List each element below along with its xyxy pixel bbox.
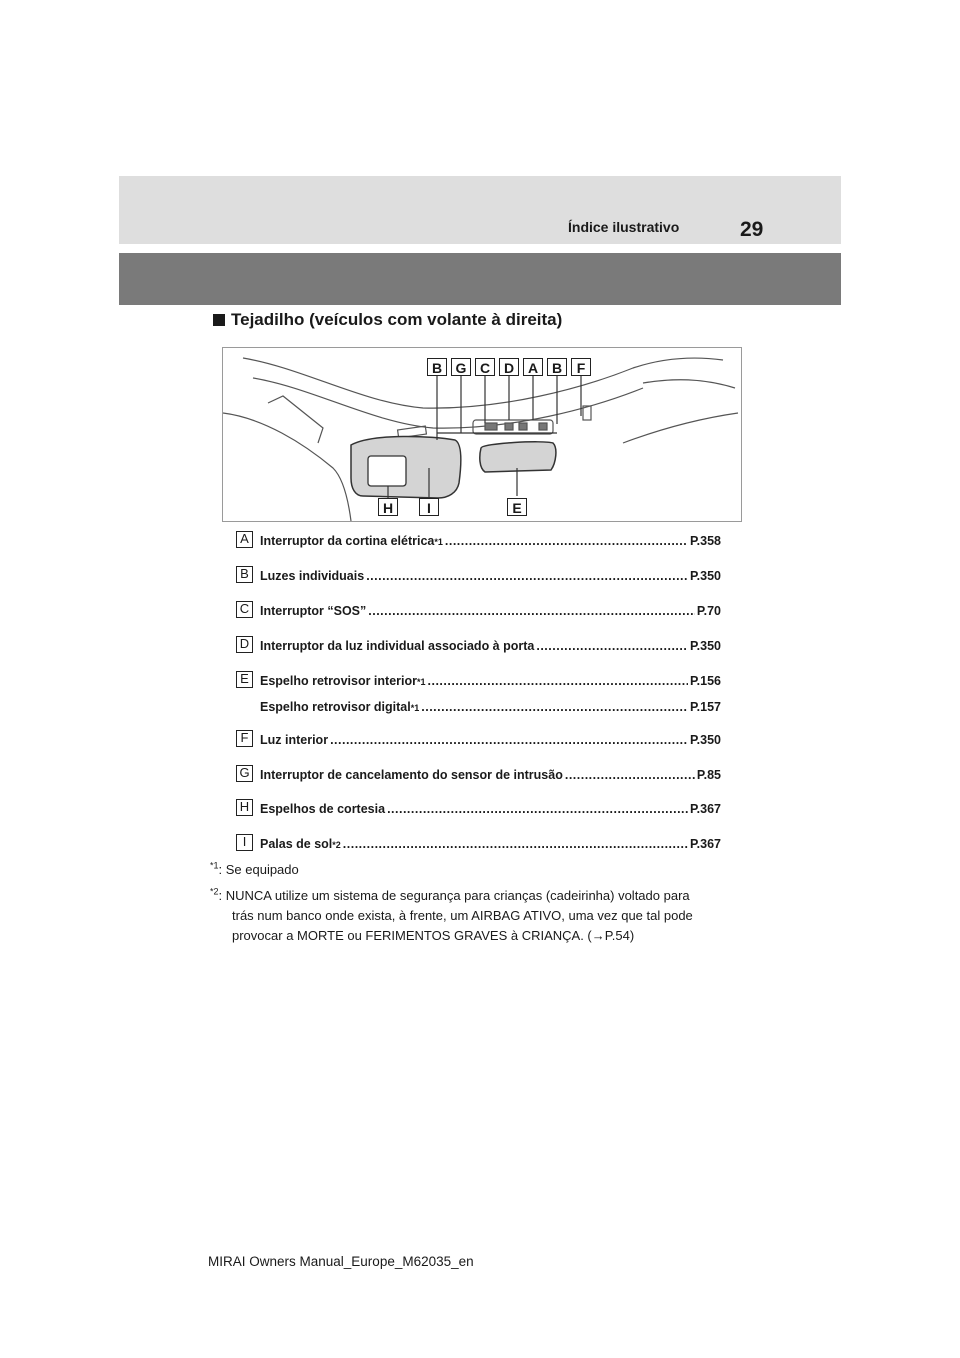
legend-item xyxy=(236,765,721,785)
legend-page-ref: P.85 xyxy=(696,768,721,782)
legend-letter: H xyxy=(236,799,253,816)
legend-item: E Espelho retrovisor interior *1 ..... P.156 xyxy=(236,671,721,691)
square-bullet-icon xyxy=(213,314,225,326)
legend-item xyxy=(236,601,721,621)
legend-label: Interruptor de cancelamento do sensor de intrusão xyxy=(260,768,563,782)
legend-item xyxy=(236,636,721,656)
legend-label: Luzes individuais xyxy=(260,569,365,583)
footnote-2-mark: *2 xyxy=(210,886,219,897)
legend-letter: B xyxy=(236,566,253,583)
footnote-2-line-3: provocar a MORTE ou FERIMENTOS GRAVES à CRIANÇA. (→P.54) xyxy=(232,928,635,943)
legend-page-ref: P.367 xyxy=(689,837,721,851)
legend-page-ref: P.358 xyxy=(689,534,721,548)
chapter-band xyxy=(119,253,841,305)
heading-text: Tejadilho (veículos com volante à direita) xyxy=(231,310,563,329)
header-band xyxy=(119,176,841,244)
legend-item xyxy=(236,730,721,750)
legend-label: Interruptor da luz individual associado à porta xyxy=(260,639,535,653)
legend-label: Espelhos de cortesia xyxy=(260,802,386,816)
legend-page-ref: P.156 xyxy=(689,674,721,688)
callout-h: H xyxy=(378,498,398,516)
legend-letter: A xyxy=(236,531,253,548)
section-title: Índice ilustrativo xyxy=(568,219,680,235)
callout-g: G xyxy=(451,358,471,376)
legend-item xyxy=(236,799,721,819)
legend-item: A Interruptor da cortina elétrica *1 ..... P.358 xyxy=(236,531,721,551)
legend-page-ref: P.157 xyxy=(689,700,721,714)
legend-item: Espelho retrovisor digital *1 ..... P.157 xyxy=(236,697,721,717)
legend-label: Interruptor “SOS” xyxy=(260,604,367,618)
legend-letter: I xyxy=(236,834,253,851)
callout-b-left: B xyxy=(427,358,447,376)
legend-item: I Palas de sol *2 ..... P.367 xyxy=(236,834,721,854)
legend-page-ref: P.350 xyxy=(689,733,721,747)
legend-letter: F xyxy=(236,730,253,747)
legend-label: Palas de sol xyxy=(260,837,333,851)
legend-page-ref: P.367 xyxy=(689,802,721,816)
legend-item xyxy=(236,566,721,586)
legend-letter: C xyxy=(236,601,253,618)
callout-d: D xyxy=(499,358,519,376)
legend-label: Interruptor da cortina elétrica xyxy=(260,534,435,548)
page-number: 29 xyxy=(740,218,764,241)
callout-i: I xyxy=(419,498,439,516)
legend-page-ref: P.350 xyxy=(689,569,721,583)
footnote-1-mark: *1 xyxy=(210,860,219,871)
callout-a: A xyxy=(523,358,543,376)
legend-label: Espelho retrovisor digital xyxy=(260,700,411,714)
legend-letter: G xyxy=(236,765,253,782)
legend-label: Luz interior xyxy=(260,733,329,747)
footnote-2 xyxy=(210,886,750,946)
subsection-heading xyxy=(213,310,562,330)
legend-label: Espelho retrovisor interior xyxy=(260,674,417,688)
legend-page-ref: P.350 xyxy=(689,639,721,653)
legend-letter: D xyxy=(236,636,253,653)
roof-console-illustration xyxy=(222,347,742,522)
footnote-1-text: : Se equipado xyxy=(218,862,299,877)
legend-letter: E xyxy=(236,671,253,688)
footnote-2-line-2: trás num banco onde exista, à frente, um AIRBAG ATIVO, uma vez que tal pode xyxy=(232,908,693,923)
callout-c: C xyxy=(475,358,495,376)
footnote-1 xyxy=(210,860,750,880)
footnote-2-line-1: : NUNCA utilize um sistema de segurança para crianças (cadeirinha) voltado para xyxy=(218,888,690,903)
callout-f: F xyxy=(571,358,591,376)
page-footer: MIRAI Owners Manual_Europe_M62035_en xyxy=(208,1254,474,1269)
legend-page-ref: P.70 xyxy=(696,604,721,618)
callout-b-right: B xyxy=(547,358,567,376)
callout-e: E xyxy=(507,498,527,516)
